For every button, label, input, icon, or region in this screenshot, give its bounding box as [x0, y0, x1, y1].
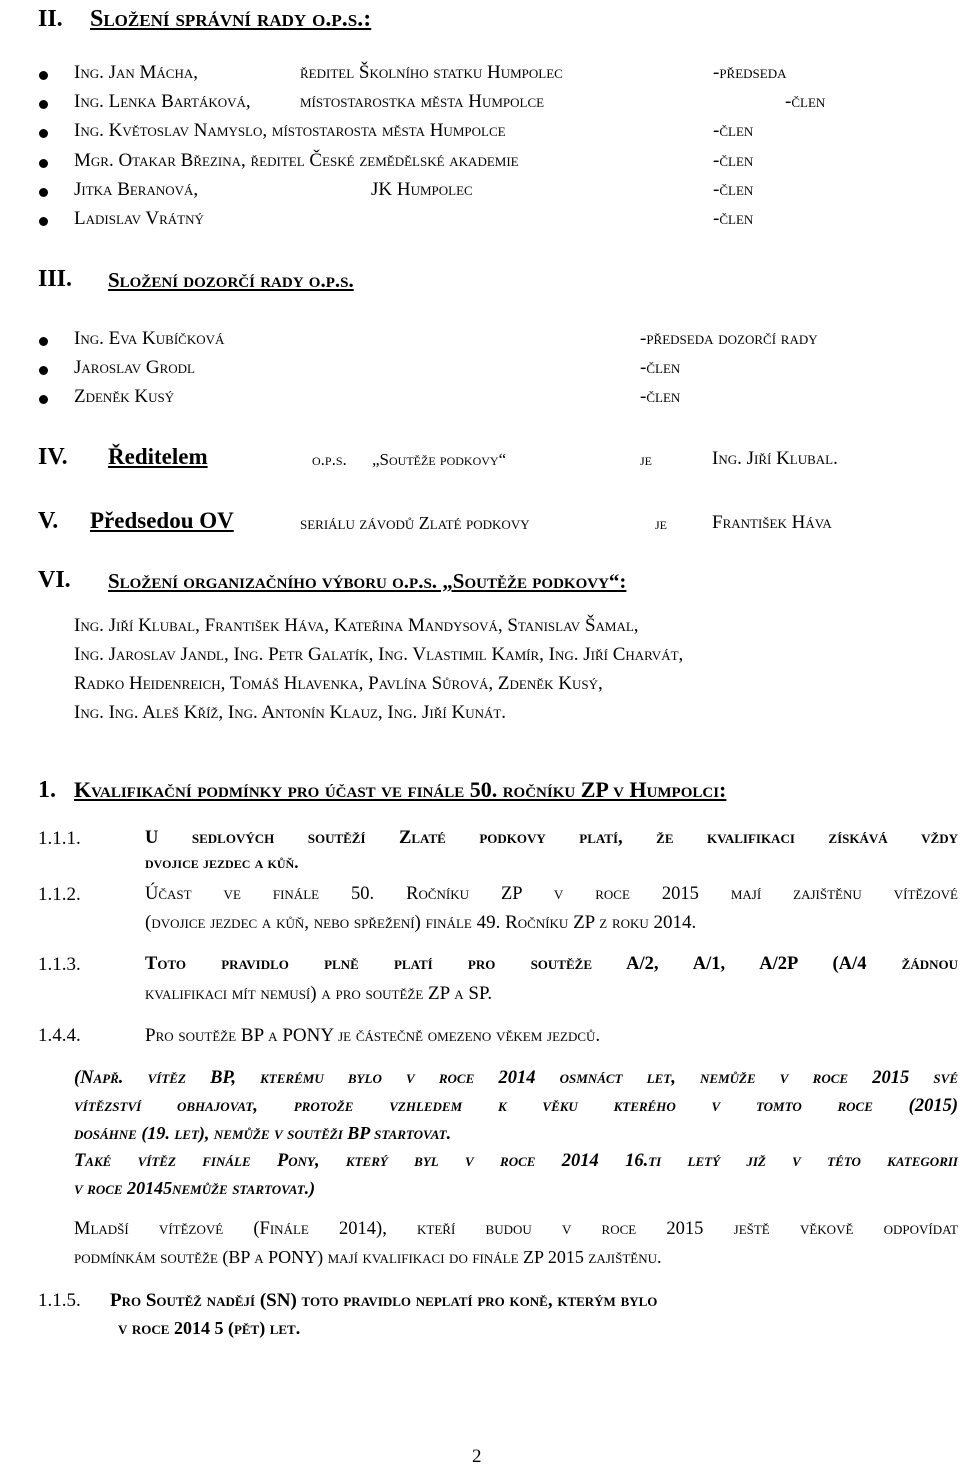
rule-text: (dvojice jezdec a kůň, nebo spřežení) finále 49. Ročníku ZP z roku 2014.	[145, 912, 697, 933]
committee-line: Ing. Jiří Klubal, František Háva, Kateřina Mandysová, Stanislav Šamal,	[74, 615, 639, 636]
member-role: místostarostka města Humpolce	[300, 91, 545, 112]
director-name: Ing. Jiří Klubal.	[712, 448, 838, 469]
bullet-icon	[39, 159, 48, 168]
note-line: vítězství obhajovat, protože vzhledem k věku kterého v tomto roce (2015)	[74, 1096, 958, 1116]
note-line: podmínkám soutěže (BP a PONY) mají kvalifikaci do finále ZP 2015 zajištěnu.	[74, 1247, 662, 1267]
rule-number: 1.1.5.	[38, 1290, 81, 1311]
section-number: V.	[38, 508, 59, 534]
bullet-icon	[39, 366, 48, 375]
committee-line: Ing. Ing. Aleš Kříž, Ing. Antonín Klauz, Ing. Jiří Kunát.	[74, 702, 507, 723]
section-number: VI.	[38, 567, 71, 593]
section-title: Kvalifikační podmínky pro účast ve finále 50. ročníku ZP v Humpolci:	[74, 777, 727, 802]
text-fragment: seriálu závodů Zlaté podkovy	[300, 513, 530, 533]
section-number: II.	[38, 6, 63, 32]
rule-number: 1.1.1.	[38, 828, 81, 849]
note-line: Mladší vítězové (Finále 2014), kteří budou v roce 2015 ještě věkově odpovídat	[74, 1219, 958, 1239]
section-number: 1.	[38, 777, 56, 803]
rule-text: v roce 2014 5 (pět) let.	[118, 1318, 301, 1338]
member-position: -člen	[713, 150, 754, 171]
text-fragment: „Soutěže podkovy“	[372, 450, 507, 469]
text-fragment: je	[640, 450, 652, 469]
rule-text: Účast ve finále 50. Ročníku ZP v roce 2015 mají zajištěnu vítězové	[145, 884, 958, 904]
member-name: Ing. Lenka Bartáková,	[74, 91, 251, 112]
member-position: -předseda dozorčí rady	[640, 328, 818, 349]
section-title: Složení organizačního výboru o.p.s. „Soutěže podkovy“:	[108, 569, 627, 593]
member-role: ředitel Školního statku Humpolec	[300, 62, 563, 83]
rule-number: 1.1.3.	[38, 954, 81, 975]
rule-number: 1.4.4.	[38, 1025, 81, 1046]
section-title: Předsedou OV	[90, 508, 234, 533]
member-position: -člen	[785, 91, 826, 112]
rule-text: Pro Soutěž nadějí (SN) toto pravidlo neplatí pro koně, kterým bylo	[110, 1290, 658, 1311]
note-line: (Např. vítěz BP, kterému bylo v roce 2014 osmnáct let, nemůže v roce 2015 své	[74, 1068, 958, 1088]
member-position: -člen	[640, 386, 681, 407]
member-name: Jaroslav Grodl	[74, 357, 195, 378]
bullet-icon	[39, 71, 48, 80]
section-title: Složení dozorčí rady o.p.s.	[108, 268, 354, 292]
member-role: JK Humpolec	[371, 179, 473, 200]
bullet-icon	[39, 129, 48, 138]
bullet-icon	[39, 188, 48, 197]
rule-text: Toto pravidlo plně platí pro soutěže A/2, A/1, A/2P (A/4 žádnou	[145, 954, 958, 974]
member-position: -člen	[713, 208, 754, 229]
bullet-icon	[39, 217, 48, 226]
rule-number: 1.1.2.	[38, 884, 81, 905]
note-line: Také vítěz finále Pony, který byl v roce 2014 16.ti letý již v této kategorii	[74, 1151, 958, 1171]
member-name: Ladislav Vrátný	[74, 208, 204, 229]
bullet-icon	[39, 337, 48, 346]
note-line: dosáhne (19. let), nemůže v soutěži BP startovat.	[74, 1123, 452, 1143]
note-line: v roce 20145nemůže startovat.)	[74, 1178, 316, 1198]
member-name: Jitka Beranová,	[74, 179, 199, 200]
rule-text: kvalifikaci mít nemusí) a pro soutěže ZP a SP.	[145, 983, 493, 1004]
text-fragment: je	[655, 514, 667, 533]
rule-text: U sedlových soutěží Zlaté podkovy platí, že kvalifikaci získává vždy	[145, 828, 958, 848]
bullet-icon	[39, 100, 48, 109]
section-title: Ředitelem	[108, 444, 208, 469]
section-number: IV.	[38, 444, 68, 470]
member-name: Mgr. Otakar Březina, ředitel České zemědělské akademie	[74, 150, 519, 171]
section-number: III.	[38, 266, 73, 292]
committee-line: Ing. Jaroslav Jandl, Ing. Petr Galatík, Ing. Vlastimil Kamír, Ing. Jiří Charvát,	[74, 644, 684, 665]
member-name: Ing. Eva Kubíčková	[74, 328, 225, 349]
rule-text: dvojice jezdec a kůň.	[145, 853, 299, 872]
text-fragment: o.p.s.	[312, 450, 347, 469]
member-name: Zdeněk Kusý	[74, 386, 175, 407]
member-name: Ing. Květoslav Namyslo, místostarosta města Humpolce	[74, 120, 506, 141]
chairman-name: František Háva	[712, 512, 832, 533]
member-position: -člen	[713, 120, 754, 141]
page-number: 2	[472, 1446, 482, 1467]
member-name: Ing. Jan Mácha,	[74, 62, 199, 83]
bullet-icon	[39, 395, 48, 404]
member-position: -člen	[713, 179, 754, 200]
committee-line: Radko Heidenreich, Tomáš Hlavenka, Pavlína Sůrová, Zdeněk Kusý,	[74, 673, 603, 694]
section-title: Složení správní rady o.p.s.:	[90, 6, 372, 32]
member-position: -člen	[640, 357, 681, 378]
rule-text: Pro soutěže BP a PONY je částečně omezeno věkem jezdců.	[145, 1025, 601, 1046]
member-position: -předseda	[713, 62, 787, 83]
